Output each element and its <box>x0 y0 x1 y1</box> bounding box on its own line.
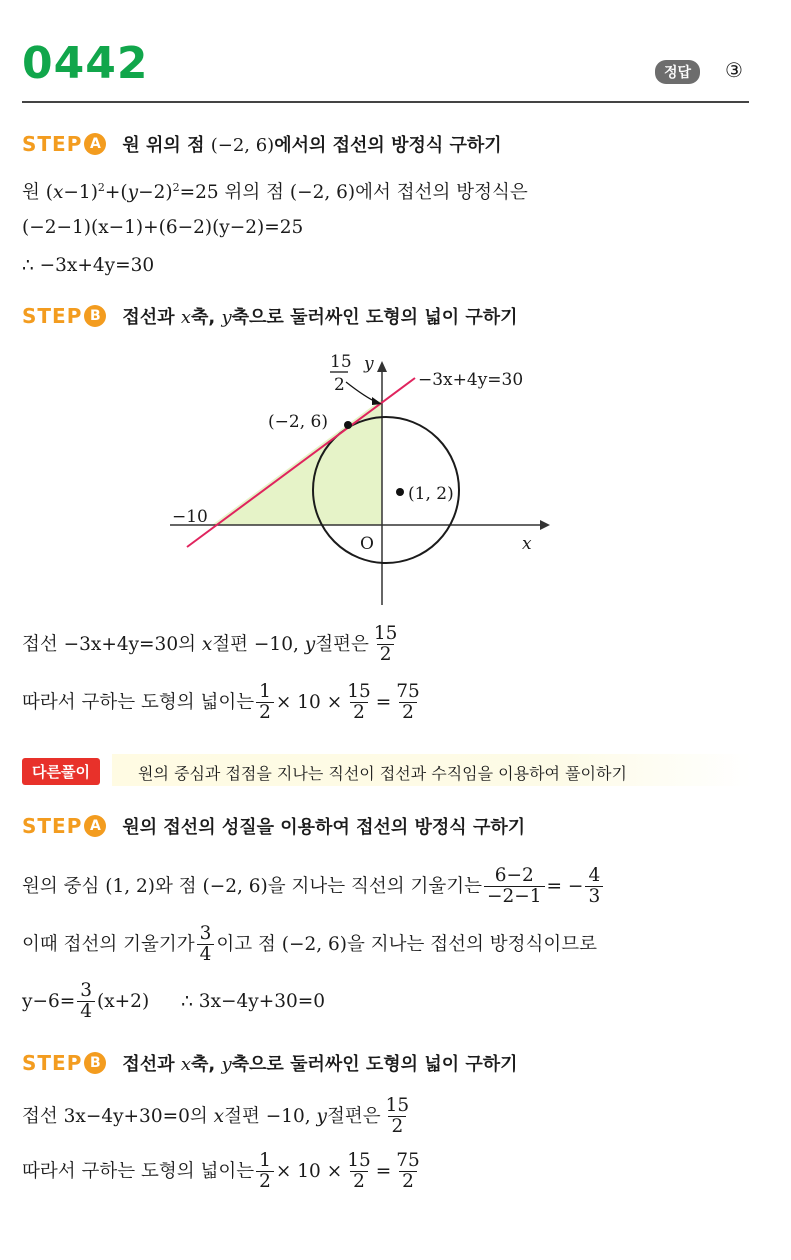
math-part: = <box>375 1160 392 1182</box>
numerator: 3 <box>80 980 93 1001</box>
denominator: 4 <box>77 1001 95 1022</box>
step-label: STEP <box>22 132 83 156</box>
numerator: 75 <box>396 1150 420 1171</box>
sec2-line1 <box>22 624 402 666</box>
step-title: 원의 접선의 성질을 이용하여 접선의 방정식 구하기 <box>122 817 526 838</box>
sec1-line1: 원 $(x-1)^2+(y-2)^2=25$ 위의 점 (−2, 6)에서 접선의 방정식은 <box>22 180 528 203</box>
var-x: x <box>180 307 191 328</box>
sec3-line3 <box>22 981 325 1023</box>
fraction <box>393 682 423 724</box>
line-label: −3x+4y=30 <box>418 370 524 390</box>
tangent-figure <box>160 345 580 610</box>
denominator: 3 <box>585 886 603 907</box>
text: 을 지나는 직선의 기울기는 <box>267 875 482 897</box>
step-title <box>122 303 517 329</box>
y-axis-arrow <box>377 361 387 372</box>
title-part: 원 위의 점 <box>122 135 211 156</box>
sec3-line1 <box>22 866 605 908</box>
step-label: STEP <box>22 814 83 838</box>
math-part: = <box>375 691 392 713</box>
var-y: y <box>304 633 316 655</box>
x-axis-label: x <box>522 534 532 554</box>
step-b-heading <box>22 303 518 329</box>
text: 에서 접선의 방정식은 <box>355 182 528 203</box>
yint-den: 2 <box>334 375 345 395</box>
alt-step-b-heading <box>22 1050 518 1076</box>
numerator: 75 <box>396 681 420 702</box>
denominator: 2 <box>399 702 417 723</box>
math-part: −2) <box>138 182 173 203</box>
x-intercept-label: −10 <box>172 507 208 527</box>
math-part: =25 <box>179 182 219 203</box>
numerator: 15 <box>385 1095 410 1116</box>
point: (−2, 6) <box>202 875 268 897</box>
step-title <box>122 131 501 157</box>
math-part: × 10 × <box>275 1160 343 1182</box>
conclusion: ∴ 3x−4y+30=0 <box>181 990 326 1012</box>
denominator: 2 <box>388 1116 406 1137</box>
point: (−2, 6) <box>289 182 356 203</box>
text: 의 <box>189 1105 214 1127</box>
denominator: 2 <box>256 702 274 723</box>
text: 이때 접선의 기울기가 <box>22 933 195 955</box>
var-y: y <box>316 1105 327 1127</box>
fraction <box>77 981 95 1023</box>
fraction <box>371 624 401 666</box>
text: 원 <box>22 182 46 203</box>
var-x: x <box>201 633 213 655</box>
step-letter: B <box>84 305 106 327</box>
x-axis-arrow <box>540 520 550 530</box>
alt-badge: 다른풀이 <box>22 758 100 785</box>
math-part: +( <box>104 182 128 203</box>
value: −10, <box>265 1105 311 1127</box>
text: 원의 중심 <box>22 875 106 897</box>
text: 접선 <box>22 633 64 655</box>
fraction <box>256 1151 274 1193</box>
center-dot <box>396 488 404 496</box>
title-point: (−2, 6) <box>210 135 275 156</box>
sec4-line2 <box>22 1151 425 1193</box>
numerator: 3 <box>199 923 212 944</box>
var-x: x <box>213 1105 225 1127</box>
numerator: 15 <box>347 1150 371 1171</box>
title-part: 접선과 <box>122 1054 181 1075</box>
fraction <box>484 866 545 908</box>
problem-number: 0442 <box>22 38 149 89</box>
text: 따라서 구하는 도형의 넓이는 <box>22 1160 255 1182</box>
step-letter: A <box>84 815 106 837</box>
text: 절편 <box>212 633 254 655</box>
math-part: × 10 × <box>275 691 343 713</box>
step-letter: A <box>84 133 106 155</box>
answer-value: ③ <box>725 58 743 82</box>
alt-step-a-heading <box>22 813 525 839</box>
step-letter: B <box>84 1052 106 1074</box>
origin-label: O <box>360 534 374 554</box>
text: 이고 점 <box>216 933 282 955</box>
value: −10, <box>253 633 299 655</box>
numerator: 4 <box>588 865 601 886</box>
math-part: −1) <box>63 182 98 203</box>
denominator: 2 <box>350 1171 368 1192</box>
equation: 3x−4y+30=0 <box>63 1105 190 1127</box>
exponent: 2 <box>172 180 180 194</box>
y-axis-label: y <box>364 354 374 374</box>
fraction <box>197 924 215 966</box>
denominator: 2 <box>399 1171 417 1192</box>
text: 의 <box>178 633 202 655</box>
numerator: 15 <box>373 623 398 644</box>
sec3-line2 <box>22 924 597 966</box>
text: 절편은 <box>315 633 369 655</box>
text: 절편 <box>224 1105 266 1127</box>
tangent-point-dot <box>344 421 352 429</box>
fraction <box>393 1151 423 1193</box>
numerator: 15 <box>347 681 371 702</box>
fraction <box>383 1096 413 1138</box>
math-part: y−6= <box>22 990 76 1012</box>
title-part: 접선과 <box>122 307 181 328</box>
var-x: x <box>52 182 64 203</box>
sec1-line2: (−2−1)(x−1)+(6−2)(y−2)=25 <box>22 217 304 238</box>
math-part: (x+2) <box>97 990 150 1012</box>
title-part: 축으로 둘러싸인 도형의 넓이 구하기 <box>231 1054 518 1075</box>
text: 위의 점 <box>218 182 290 203</box>
math-part: = − <box>546 875 584 897</box>
step-a-heading <box>22 131 502 157</box>
exponent: 2 <box>97 180 105 194</box>
title-part: 에서의 접선의 방정식 구하기 <box>274 135 502 156</box>
var-y: y <box>127 182 139 203</box>
point: (−2, 6) <box>281 933 348 955</box>
header-rule <box>22 101 749 103</box>
answer-badge: 정답 <box>655 60 700 84</box>
fraction <box>344 682 374 724</box>
step-label: STEP <box>22 304 83 328</box>
numerator: 1 <box>259 681 271 702</box>
denominator: 2 <box>256 1171 274 1192</box>
sec2-line2 <box>22 682 425 724</box>
tangent-point-label: (−2, 6) <box>268 412 328 432</box>
step-label: STEP <box>22 1051 83 1075</box>
denominator: 2 <box>377 644 395 665</box>
denominator: 2 <box>350 702 368 723</box>
numerator: 1 <box>259 1150 271 1171</box>
var-y: y <box>221 307 232 328</box>
equation: −3x+4y=30 <box>63 633 179 655</box>
text: 절편은 <box>326 1105 381 1127</box>
point: (1, 2) <box>105 875 155 897</box>
numerator: 6−2 <box>494 865 534 886</box>
denominator: −2−1 <box>484 886 545 907</box>
title-part: 축으로 둘러싸인 도형의 넓이 구하기 <box>231 307 518 328</box>
var-x: x <box>180 1054 191 1075</box>
title-part: 축, <box>190 307 222 328</box>
yint-num: 15 <box>330 352 352 372</box>
step-title <box>122 1050 517 1076</box>
alt-description: 원의 중심과 접점을 지나는 직선이 접선과 수직임을 이용하여 풀이하기 <box>138 764 627 783</box>
text: 따라서 구하는 도형의 넓이는 <box>22 691 255 713</box>
fraction <box>344 1151 374 1193</box>
title-part: 축, <box>190 1054 222 1075</box>
text: 와 점 <box>155 875 203 897</box>
var-y: y <box>221 1054 232 1075</box>
text: 접선 <box>22 1105 64 1127</box>
denominator: 4 <box>197 944 215 965</box>
text: 을 지나는 접선의 방정식이므로 <box>347 933 597 955</box>
sec4-line1 <box>22 1096 414 1138</box>
fraction <box>585 866 603 908</box>
sec1-line3: ∴ −3x+4y=30 <box>22 255 155 276</box>
center-label: (1, 2) <box>408 484 454 504</box>
fraction <box>256 682 274 724</box>
